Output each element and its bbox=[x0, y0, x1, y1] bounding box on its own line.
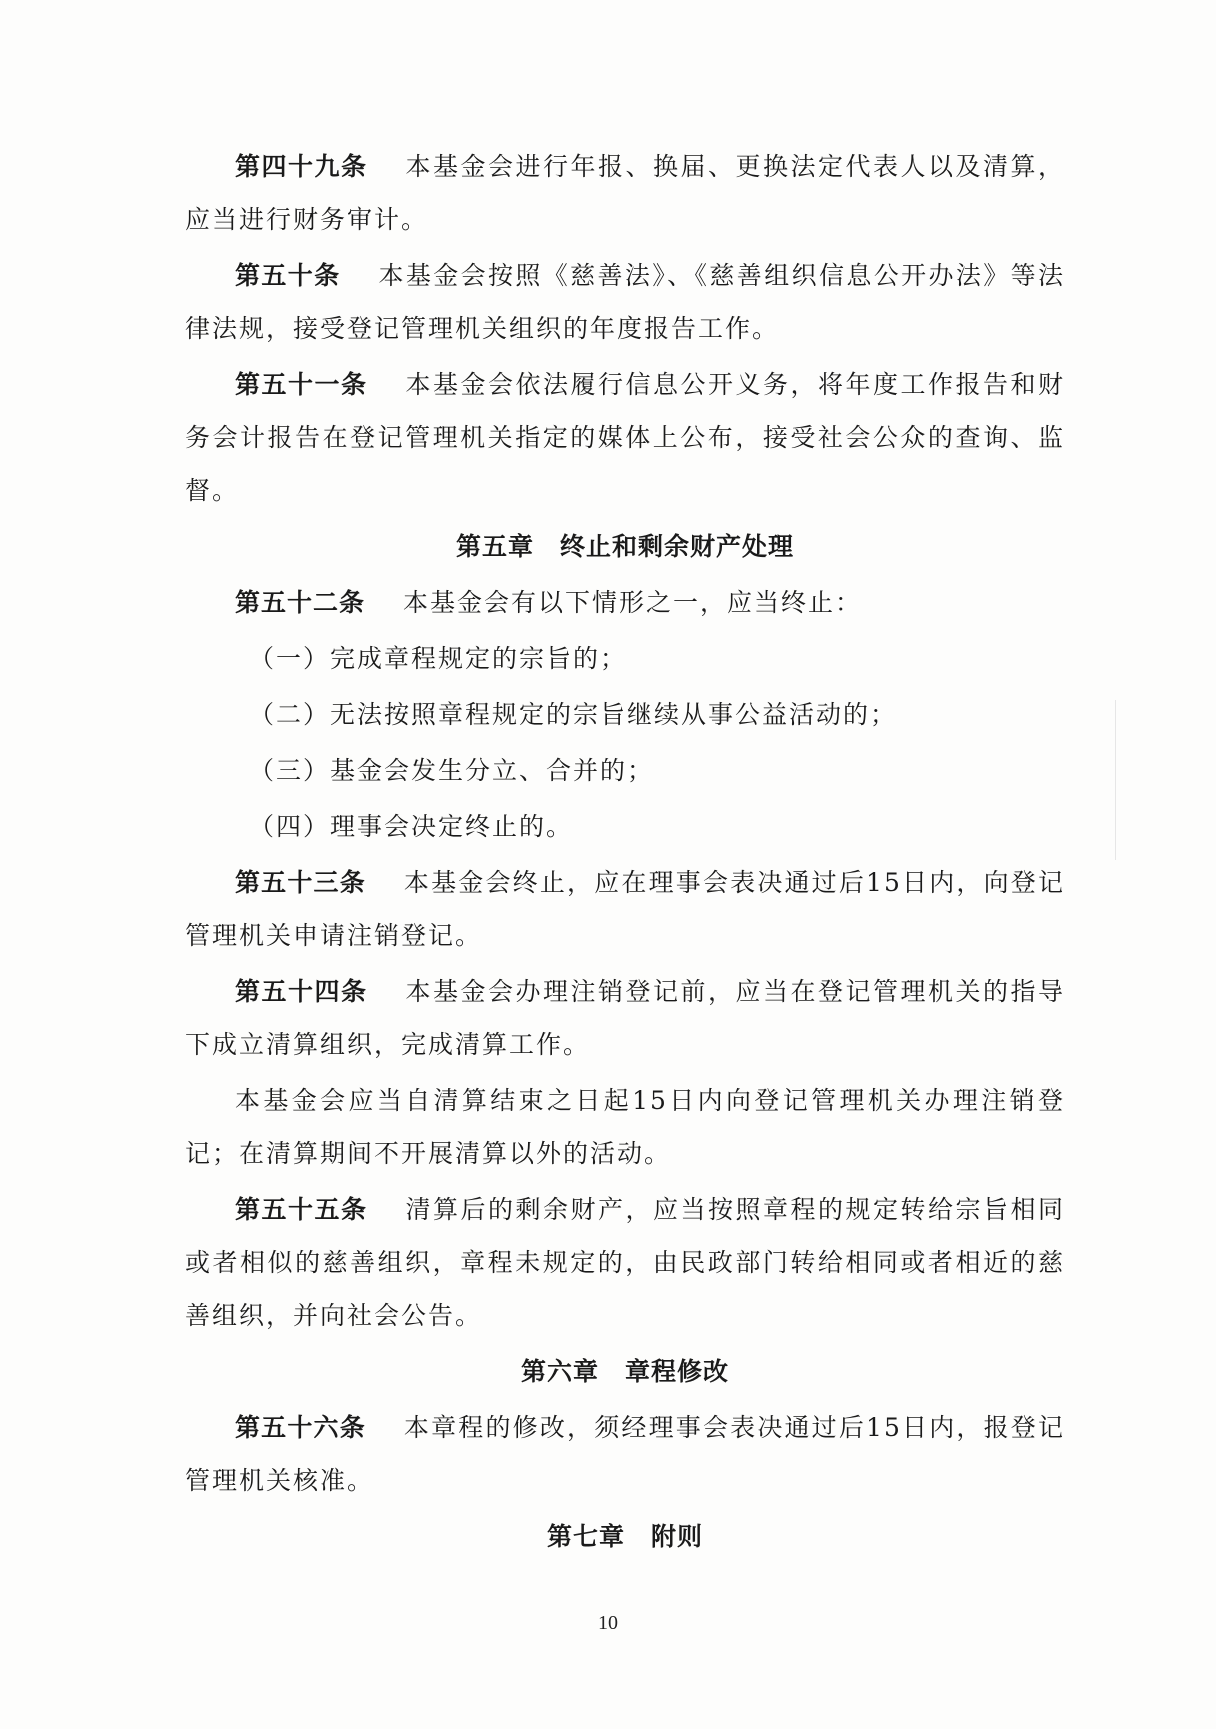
article-text: 本基金会依法履行信息公开义务，将年度工作报告和财务会计报告在登记管理机关指定的媒体上公布，接受社会公众的查询、监督。 bbox=[185, 370, 1065, 505]
article-heading: 第五十四条 bbox=[235, 977, 368, 1006]
article-56 bbox=[185, 1401, 1065, 1507]
page-number: 10 bbox=[598, 1612, 618, 1634]
chapter-6-heading bbox=[185, 1345, 1065, 1398]
list-item: （三）基金会发生分立、合并的； bbox=[249, 756, 655, 785]
article-51 bbox=[185, 358, 1065, 517]
list-item: （一）完成章程规定的宗旨的； bbox=[249, 644, 628, 673]
article-heading: 第五十三条 bbox=[235, 868, 366, 897]
article-heading: 第五十条 bbox=[235, 261, 341, 290]
article-heading: 第五十六条 bbox=[235, 1413, 366, 1442]
article-52 bbox=[185, 576, 1065, 629]
article-54 bbox=[185, 965, 1065, 1071]
article-heading: 第四十九条 bbox=[235, 152, 368, 181]
document-body bbox=[185, 140, 1065, 1566]
chapter-title: 附则 bbox=[651, 1522, 704, 1551]
article-54-paragraph-2: 本基金会应当自清算结束之日起15日内向登记管理机关办理注销登记；在清算期间不开展清算以外的活动。 bbox=[185, 1086, 1065, 1168]
article-text: 本基金会终止，应在理事会表决通过后15日内，向登记管理机关申请注销登记。 bbox=[185, 868, 1065, 950]
chapter-number: 第五章 bbox=[455, 532, 534, 561]
article-50 bbox=[185, 249, 1065, 355]
article-heading: 第五十二条 bbox=[235, 588, 366, 617]
article-text: 本章程的修改，须经理事会表决通过后15日内，报登记管理机关核准。 bbox=[185, 1413, 1065, 1495]
chapter-5-heading bbox=[185, 520, 1065, 573]
article-49 bbox=[185, 140, 1065, 246]
scan-artifact-line bbox=[1115, 700, 1116, 860]
chapter-title: 章程修改 bbox=[625, 1357, 730, 1386]
chapter-title: 终止和剩余财产处理 bbox=[560, 532, 795, 561]
article-heading: 第五十五条 bbox=[235, 1195, 368, 1224]
list-item: （二）无法按照章程规定的宗旨继续从事公益活动的； bbox=[249, 700, 898, 729]
article-text: 本基金会办理注销登记前，应当在登记管理机关的指导下成立清算组织，完成清算工作。 bbox=[185, 977, 1065, 1059]
list-item: （四）理事会决定终止的。 bbox=[249, 812, 574, 841]
article-text: 本基金会有以下情形之一，应当终止： bbox=[403, 588, 863, 617]
chapter-number: 第六章 bbox=[520, 1357, 599, 1386]
article-text: 本基金会进行年报、换届、更换法定代表人以及清算，应当进行财务审计。 bbox=[185, 152, 1065, 234]
article-55 bbox=[185, 1183, 1065, 1342]
chapter-7-heading bbox=[185, 1510, 1065, 1563]
article-heading: 第五十一条 bbox=[235, 370, 368, 399]
article-text: 清算后的剩余财产，应当按照章程的规定转给宗旨相同或者相似的慈善组织，章程未规定的，由民政部门转给相同或者相近的慈善组织，并向社会公告。 bbox=[185, 1195, 1065, 1330]
chapter-number: 第七章 bbox=[546, 1522, 625, 1551]
article-text: 本基金会按照《慈善法》、《慈善组织信息公开办法》等法律法规，接受登记管理机关组织的年度报告工作。 bbox=[185, 261, 1065, 343]
article-53 bbox=[185, 856, 1065, 962]
